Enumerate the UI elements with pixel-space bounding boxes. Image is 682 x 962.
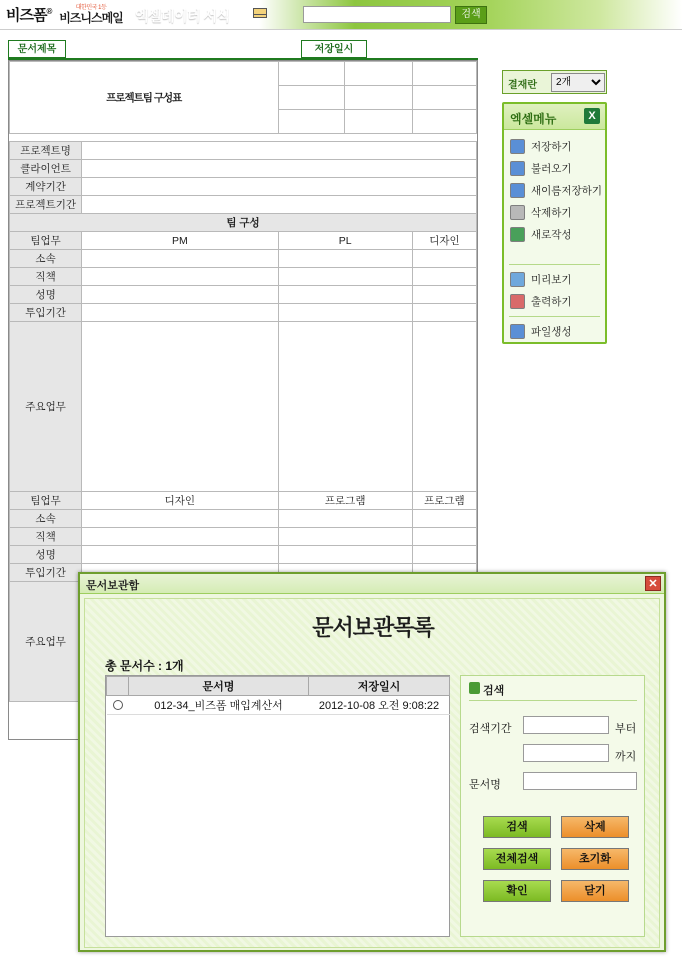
section-header-team-composition: 팀 구성 — [10, 214, 477, 232]
excel-menu-title: 엑셀메뉴 — [510, 112, 557, 126]
dialog-heading: 문서보관목록 — [312, 615, 434, 640]
menu-item-delete[interactable] — [509, 202, 600, 224]
cell-main-duty-2[interactable] — [278, 322, 412, 492]
spacer-row — [10, 134, 477, 142]
menu-item-save[interactable] — [509, 136, 600, 158]
row-label-project-period: 프로젝트기간 — [10, 196, 82, 214]
menu-item-preview[interactable] — [509, 269, 600, 291]
close-icon[interactable]: ✕ — [645, 576, 661, 591]
approval-cell[interactable] — [278, 62, 344, 86]
table-header-select — [107, 677, 129, 696]
cell-position-6[interactable] — [412, 528, 476, 546]
row-saved-at[interactable]: 2012-10-08 오전 9:08:22 — [309, 696, 450, 715]
search-period-from-input[interactable] — [523, 716, 609, 734]
menu-item-save-as-label: 새이름저장하기 — [531, 185, 603, 197]
excel-icon: X — [584, 108, 600, 124]
approval-select[interactable] — [551, 73, 605, 92]
sheet-title: 프로젝트팀 구성표 — [10, 62, 279, 134]
search-docname-label: 문서명 — [469, 779, 501, 791]
mail-icon — [253, 8, 267, 18]
top-bar — [0, 0, 682, 30]
approval-cell[interactable] — [412, 86, 476, 110]
menu-item-new-label: 새로작성 — [531, 229, 572, 241]
row-label-affiliation: 소속 — [10, 250, 82, 268]
menu-item-file-create-label: 파일생성 — [531, 326, 572, 338]
tab-bar — [0, 40, 682, 60]
new-doc-icon — [510, 227, 525, 242]
cell-contract-period[interactable] — [82, 178, 477, 196]
dialog-search-button[interactable]: 검색 — [483, 816, 551, 838]
cell-position-1[interactable] — [82, 268, 278, 286]
document-table — [106, 676, 450, 715]
row-label-project-name: 프로젝트명 — [10, 142, 82, 160]
approval-cell[interactable] — [412, 110, 476, 134]
row-label-input-period: 투입기간 — [10, 304, 82, 322]
logo-sub-small: 대한민국 1등 — [75, 5, 107, 11]
excel-menu-group-print — [509, 264, 600, 313]
role-program-1[interactable]: 프로그램 — [278, 492, 412, 510]
cell-main-duty-1[interactable] — [82, 322, 278, 492]
search-docname-input[interactable] — [523, 772, 637, 790]
row-label-main-duty: 주요업무 — [10, 582, 82, 702]
menu-item-preview-label: 미리보기 — [531, 274, 572, 286]
search-period-label: 검색기간 — [469, 723, 512, 735]
row-label-name: 성명 — [10, 286, 82, 304]
save-icon — [510, 139, 525, 154]
preview-icon — [510, 272, 525, 287]
row-label-contract-period: 계약기간 — [10, 178, 82, 196]
approval-cell[interactable] — [344, 110, 412, 134]
cell-name-5[interactable] — [278, 546, 412, 564]
row-label-client: 클라이언트 — [10, 160, 82, 178]
cell-affiliation-1[interactable] — [82, 250, 278, 268]
cell-name-3[interactable] — [412, 286, 476, 304]
row-label-main-duty: 주요업무 — [10, 322, 82, 492]
document-count-label: 총 문서수 : 1개 — [105, 659, 184, 673]
dialog-confirm-button[interactable]: 확인 — [483, 880, 551, 902]
table-row[interactable] — [107, 696, 450, 715]
cell-affiliation-6[interactable] — [412, 510, 476, 528]
cell-position-2[interactable] — [278, 268, 412, 286]
radio-button[interactable] — [113, 700, 123, 710]
search-panel-divider — [469, 700, 637, 701]
role-pm[interactable]: PM — [82, 232, 278, 250]
cell-name-4[interactable] — [82, 546, 278, 564]
role-program-2[interactable]: 프로그램 — [412, 492, 476, 510]
approval-cell[interactable] — [344, 62, 412, 86]
cell-position-3[interactable] — [412, 268, 476, 286]
row-label-input-period: 투입기간 — [10, 564, 82, 582]
cell-project-name[interactable] — [82, 142, 477, 160]
menu-item-file-create[interactable] — [509, 321, 600, 343]
row-radio-cell[interactable] — [107, 696, 129, 715]
excel-menu-group-file-create — [509, 316, 600, 343]
menu-item-open[interactable] — [509, 158, 600, 180]
search-panel-title: 검색 — [483, 685, 505, 697]
row-label-position: 직책 — [10, 528, 82, 546]
excel-menu-header — [504, 104, 605, 130]
file-create-icon — [510, 324, 525, 339]
row-label-team-duty: 팀업무 — [10, 232, 82, 250]
menu-item-save-label: 저장하기 — [531, 141, 572, 153]
row-label-name: 성명 — [10, 546, 82, 564]
row-label-affiliation: 소속 — [10, 510, 82, 528]
role-design[interactable]: 디자인 — [412, 232, 476, 250]
search-button[interactable]: 검색 — [455, 6, 487, 24]
table-header-doc-name: 문서명 — [129, 677, 309, 696]
search-period-to-suffix: 까지 — [615, 751, 637, 763]
table-header-saved-at: 저장일시 — [309, 677, 450, 696]
row-label-team-duty: 팀업무 — [10, 492, 82, 510]
tab-saved-datetime[interactable]: 저장일시 — [301, 40, 367, 58]
search-period-to-input[interactable] — [523, 744, 609, 762]
dialog-title-bar — [80, 574, 664, 594]
cell-project-period[interactable] — [82, 196, 477, 214]
document-storage-dialog[interactable] — [78, 572, 666, 952]
dialog-title-text: 문서보관함 — [86, 580, 140, 592]
bizniss-mail-logo[interactable] — [55, 2, 127, 26]
cell-input-period-1[interactable] — [82, 304, 278, 322]
cell-position-4[interactable] — [82, 528, 278, 546]
search-period-from-suffix: 부터 — [615, 723, 637, 735]
dialog-reset-button[interactable]: 초기화 — [561, 848, 629, 870]
dialog-close-button[interactable]: 닫기 — [561, 880, 629, 902]
excel-menu-panel — [502, 102, 607, 344]
cell-input-period-2[interactable] — [278, 304, 412, 322]
cell-main-duty-3[interactable] — [412, 322, 476, 492]
save-as-icon — [510, 183, 525, 198]
document-list[interactable] — [105, 675, 450, 937]
menu-item-delete-label: 삭제하기 — [531, 207, 572, 219]
page-title: 엑셀데이터 서식 — [135, 8, 230, 24]
approval-box — [502, 70, 607, 94]
menu-item-print[interactable] — [509, 291, 600, 313]
cell-name-2[interactable] — [278, 286, 412, 304]
search-panel — [460, 675, 645, 937]
print-icon — [510, 294, 525, 309]
dialog-search-all-button[interactable]: 전체검색 — [483, 848, 551, 870]
approval-cell[interactable] — [278, 86, 344, 110]
role-design-2[interactable]: 디자인 — [82, 492, 278, 510]
excel-menu-group-file — [509, 136, 603, 246]
trash-icon — [510, 205, 525, 220]
logo-sub-big: 비즈니스메일 — [59, 11, 123, 25]
menu-item-save-as[interactable] — [509, 180, 603, 202]
role-pl[interactable]: PL — [278, 232, 412, 250]
bizform-logo-text: 비즈폼 — [6, 7, 47, 24]
cell-affiliation-2[interactable] — [278, 250, 412, 268]
cell-affiliation-5[interactable] — [278, 510, 412, 528]
cell-name-1[interactable] — [82, 286, 278, 304]
menu-item-open-label: 불러오기 — [531, 163, 572, 175]
cell-client[interactable] — [82, 160, 477, 178]
cell-input-period-3[interactable] — [412, 304, 476, 322]
cell-affiliation-3[interactable] — [412, 250, 476, 268]
cell-name-6[interactable] — [412, 546, 476, 564]
menu-item-new[interactable] — [509, 224, 600, 246]
approval-cell[interactable] — [412, 62, 476, 86]
search-input[interactable] — [303, 6, 451, 23]
approval-cell[interactable] — [344, 86, 412, 110]
open-icon — [510, 161, 525, 176]
cell-affiliation-4[interactable] — [82, 510, 278, 528]
bizform-logo[interactable]: 비즈폼® — [6, 7, 52, 24]
approval-cell[interactable] — [278, 110, 344, 134]
row-doc-name[interactable]: 012-34_비즈폼 매입계산서 — [129, 696, 309, 715]
row-label-position: 직책 — [10, 268, 82, 286]
dialog-body — [84, 598, 660, 948]
menu-item-print-label: 출력하기 — [531, 296, 572, 308]
cell-position-5[interactable] — [278, 528, 412, 546]
approval-label: 결재란 — [508, 80, 537, 91]
dialog-delete-button[interactable]: 삭제 — [561, 816, 629, 838]
tab-document-title[interactable]: 문서제목 — [8, 40, 66, 58]
